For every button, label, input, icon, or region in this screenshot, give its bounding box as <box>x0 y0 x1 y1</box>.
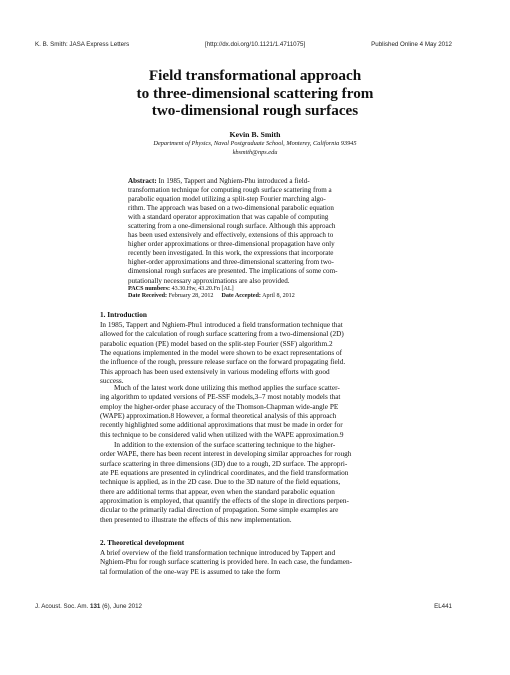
running-header-left: K. B. Smith: JASA Express Letters <box>35 41 130 48</box>
text-line: ing algorithm to updated versions of PE-SSF models,3–7 most notably models that <box>100 393 341 402</box>
abstract-line: parabolic equation model utilizing a split-step Fourier marching algo- <box>128 195 326 204</box>
text-line: approximation is employed, that quantify the effects of the slope in directions perpen- <box>100 497 349 506</box>
text-line: (WAPE) approximation.8 However, a formal theoretical analysis of this approach <box>100 412 337 421</box>
text-line: The equations implemented in the model were shown to be exact representations of <box>100 349 342 358</box>
affiliation-line: Department of Physics, Naval Postgraduate School, Monterey, California 93945 <box>153 140 357 147</box>
text-line: this technique to be considered valid when utilized with the WAPE approximation.9 <box>100 430 344 439</box>
section-heading-theoretical-development: 2. Theoretical development <box>100 538 185 547</box>
text-line: recently highlighted some additional approximations that must be made in order for <box>100 421 343 430</box>
text-line: dicular to the primarily radial direction of propagation. Some simple examples are <box>100 506 339 515</box>
title-line: to three-dimensional scattering from <box>136 84 374 102</box>
doi-link[interactable]: [http://dx.doi.org/10.1121/1.4711075] <box>205 41 306 48</box>
text-line: there are additional terms that appear, even when the standard parabolic equation <box>100 487 335 496</box>
text-line: allowed for the calculation of rough surface scattering from a two-dimensional (2D) <box>100 330 344 339</box>
abstract-line: dimensional rough surfaces are presented. The implications of some com- <box>128 267 338 276</box>
abstract-line: has been used extensively and effectively, extensions of this approach to <box>128 231 334 240</box>
paragraph <box>100 321 416 386</box>
journal-name: J. Acoust. Soc. Am. <box>35 603 91 610</box>
text-line: A brief overview of the field transformation technique introduced by Tappert and <box>100 549 336 557</box>
pacs-label: PACS numbers: <box>128 286 171 292</box>
abstract-line: putationally necessary approximations are also provided. <box>128 276 290 285</box>
section-heading-introduction: 1. Introduction <box>100 310 147 319</box>
date-accepted: April 8, 2012 <box>260 293 295 300</box>
publication-date: Published Online 4 May 2012 <box>371 41 452 48</box>
text-line: Much of the latest work done utilizing this method applies the surface scatter- <box>114 384 340 392</box>
text-line: surface scattering in three dimensions (3D) due to a rough, 2D surface. The appropri- <box>100 459 348 468</box>
text-line: then presented to illustrate the effects of this new implementation. <box>100 515 292 524</box>
page-number: EL441 <box>434 603 452 610</box>
abstract-line: higher order approximations or three-dimensional propagation have only <box>128 240 335 249</box>
text-line: success. <box>100 377 124 386</box>
abstract-label: Abstract: <box>128 177 157 185</box>
abstract-line: recently been investigated. In this work, the expressions that incorporate <box>128 249 334 258</box>
journal-volume: 131 <box>90 603 101 610</box>
abstract-line: rithm. The approach was based on a two-dimensional parabolic equation <box>128 204 334 213</box>
date-received-label: Date Received: <box>128 293 168 300</box>
text-line: In addition to the extension of the surface scattering technique to the higher- <box>114 441 336 449</box>
abstract-line: In 1985, Tappert and Nghiem-Phu introduced a field- <box>156 177 310 185</box>
author-name: Kevin B. Smith <box>229 130 281 139</box>
text-line: order WAPE, there has been recent interest in developing similar approaches for rough <box>100 450 352 459</box>
title-line: two-dimensional rough surfaces <box>151 102 359 119</box>
text-line: employ the higher-order phase accuracy of the Thomson-Chapman wide-angle PE <box>100 402 339 411</box>
text-line: parabolic equation (PE) model based on the split-step Fourier (SSF) algorithm.2 <box>100 339 333 348</box>
date-accepted-label: Date Accepted: <box>221 293 261 300</box>
paragraph <box>100 549 416 577</box>
author-email[interactable]: kbsmith@nps.edu <box>232 148 278 156</box>
text-line: This approach has been used extensively in various modeling efforts with good <box>100 367 330 376</box>
abstract-line: higher-order approximations and three-dimensional scattering from two- <box>128 258 334 267</box>
abstract-line: with a standard operator approximation that was capable of computing <box>128 213 329 222</box>
journal-issue-date: (6), June 2012 <box>100 603 142 610</box>
abstract-line: transformation technique for computing rough surface scattering from a <box>128 186 332 195</box>
abstract-line: scattering from a one-dimensional rough surface. Although this approach <box>128 222 336 231</box>
abstract <box>128 177 384 286</box>
text-line: ate PE equations are presented in cylindrical coordinates, and the field transformation <box>100 469 349 478</box>
pacs-dates-block <box>128 286 384 301</box>
text-line: tal formulation of the one-way PE is assumed to take the form <box>100 567 281 576</box>
pacs-numbers: 43.30.Hw, 43.20.Fn [AL] <box>170 286 234 292</box>
text-line: technique is applied, as in the 2D case. Due to the 3D nature of the field equations, <box>100 478 341 487</box>
text-line: Nghiem-Phu for rough surface scattering is provided here. In each case, the fundamen- <box>100 558 353 567</box>
title-line: Field transformational approach <box>148 67 362 84</box>
text-line: In 1985, Tappert and Nghiem-Phu1 introduced a field transformation technique that <box>100 321 343 329</box>
affiliation <box>0 140 510 157</box>
text-line: the influence of the rough, pressure release surface on the forward propagating field. <box>100 358 346 367</box>
paper-title <box>0 67 510 120</box>
date-received: February 28, 2012 <box>167 293 214 300</box>
paragraph <box>100 441 416 525</box>
paragraph <box>100 384 416 440</box>
journal-citation <box>35 603 142 610</box>
